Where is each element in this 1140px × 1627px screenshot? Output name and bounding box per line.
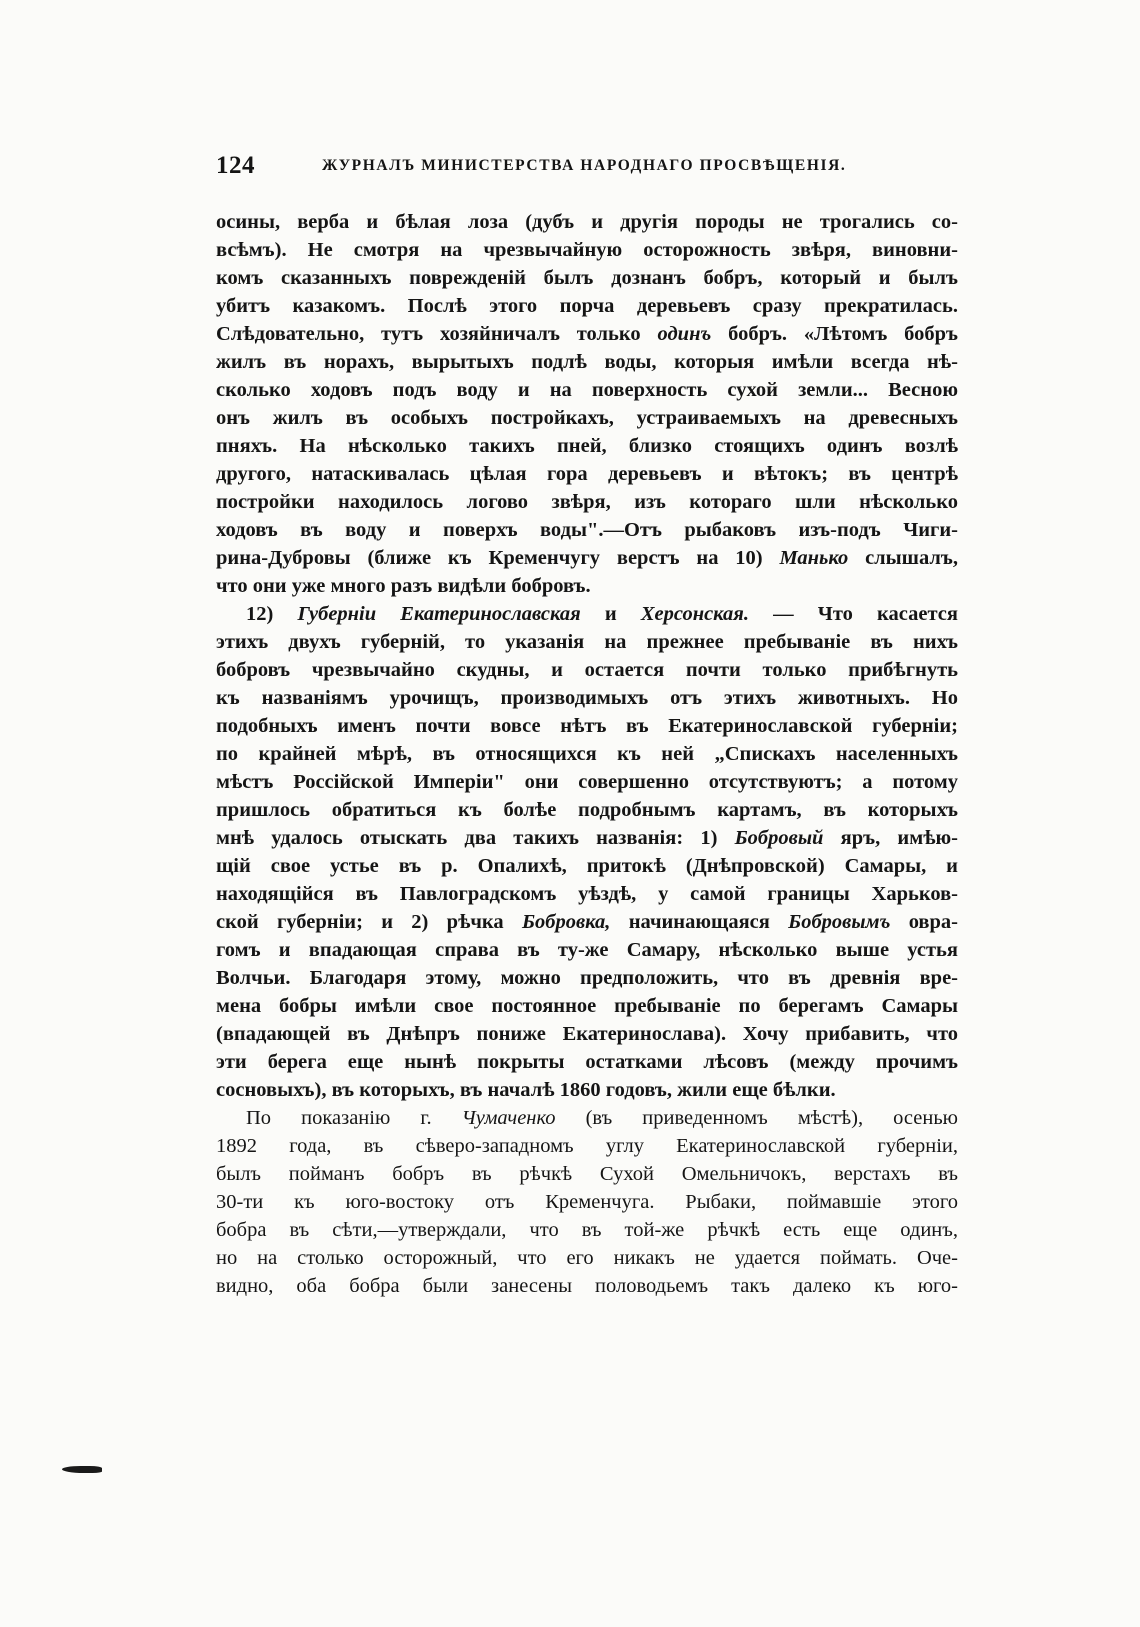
text-line: бобра въ сѣти,—утверждали, что въ той-же рѣчкѣ есть еще одинъ, <box>216 1219 958 1241</box>
text-line: по крайней мѣрѣ, въ относящихся къ ней „Спискахъ населенныхъ <box>216 743 958 765</box>
italic-run: Бобровымъ <box>788 911 891 933</box>
text-run: По показанію г. <box>246 1107 462 1129</box>
text-run: Слѣдовательно, тутъ хозяйничалъ только <box>216 323 658 345</box>
text-run: и <box>580 603 641 625</box>
text-line <box>216 824 958 852</box>
text-line: былъ пойманъ бобръ въ рѣчкѣ Сухой Омельничокъ, верстахъ въ <box>216 1163 958 1185</box>
italic-run: Губерніи Екатеринославская <box>297 603 581 625</box>
text-line: гомъ и впадающая справа въ ту-же Самару, нѣсколько выше устья <box>216 939 958 961</box>
text-line <box>216 1104 958 1132</box>
text-line: другого, натаскивалась цѣлая гора деревьевъ и вѣтокъ; въ центрѣ <box>216 463 958 485</box>
text-line: щій свое устье въ р. Опалихѣ, притокѣ (Днѣпровской) Самары, и <box>216 855 958 877</box>
text-line: 30-ти къ юго-востоку отъ Кременчуга. Рыбаки, поймавшіе этого <box>216 1191 958 1213</box>
text-line: но на столько осторожный, что его никакъ не удается поймать. Оче- <box>216 1247 958 1269</box>
text-run: начинающаяся <box>610 911 789 933</box>
text-line: комъ сказанныхъ поврежденій былъ дознанъ бобръ, который и былъ <box>216 267 958 289</box>
text-line: ходовъ въ воду и поверхъ воды".—Отъ рыбаковъ изъ-подъ Чиги- <box>216 519 958 541</box>
body-text <box>216 208 958 1300</box>
page-number: 124 <box>216 152 255 179</box>
text-run: слышалъ, <box>848 547 958 569</box>
text-run: яръ, имѣю- <box>823 827 958 849</box>
italic-run: одинъ <box>657 323 712 345</box>
margin-ink-mark <box>62 1466 102 1473</box>
italic-run: Бобровка, <box>521 911 611 933</box>
text-line: (впадающей въ Днѣпръ пониже Екатеринослава). Хочу прибавить, что <box>216 1023 958 1045</box>
text-line <box>216 544 958 572</box>
text-line: что они уже много разъ видѣли бобровъ. <box>216 575 591 597</box>
page-header <box>216 152 956 186</box>
text-line: онъ жилъ въ особыхъ постройкахъ, устраиваемыхъ на древесныхъ <box>216 407 958 429</box>
text-line: жилъ въ норахъ, вырытыхъ подлѣ воды, которыя имѣли всегда нѣ- <box>216 351 958 373</box>
text-run: — Что касается <box>748 603 958 625</box>
italic-run: Херсонская. <box>640 603 749 625</box>
text-run: рина-Дубровы (ближе къ Кременчугу верстъ на 10) <box>216 547 780 569</box>
text-line: пришлось обратиться къ болѣе подробнымъ картамъ, въ которыхъ <box>216 799 958 821</box>
text-line: пняхъ. На нѣсколько такихъ пней, близко стоящихъ одинъ возлѣ <box>216 435 958 457</box>
text-line <box>216 600 958 628</box>
italic-run: Манько <box>779 547 849 569</box>
text-line: находящійся въ Павлоградскомъ уѣздѣ, у самой границы Харьков- <box>216 883 958 905</box>
text-line <box>216 320 958 348</box>
text-line: постройки находилось логово звѣря, изъ котораго шли нѣсколько <box>216 491 958 513</box>
text-line: осины, верба и бѣлая лоза (дубъ и другія породы не трогались со- <box>216 211 958 233</box>
text-line: сколько ходовъ подъ воду и на поверхность сухой земли... Весною <box>216 379 958 401</box>
text-line: сосновыхъ), въ которыхъ, въ началѣ 1860 годовъ, жили еще бѣлки. <box>216 1079 836 1101</box>
italic-run: Бобровый <box>734 827 824 849</box>
text-line: къ названіямъ урочищъ, производимыхъ отъ этихъ животныхъ. Но <box>216 687 958 709</box>
text-run: ской губерніи; и 2) рѣчка <box>216 911 522 933</box>
text-line <box>216 908 958 936</box>
text-line: Волчьи. Благодаря этому, можно предположить, что въ древнія вре- <box>216 967 958 989</box>
text-run: 12) <box>246 603 298 625</box>
text-line: всѣмъ). Не смотря на чрезвычайную осторожность звѣря, виновни- <box>216 239 958 261</box>
text-line: подобныхъ именъ почти вовсе нѣтъ въ Екатеринославской губерніи; <box>216 715 958 737</box>
text-line: мѣстъ Россійской Имперіи" они совершенно отсутствуютъ; а потому <box>216 771 958 793</box>
text-run: мнѣ удалось отыскать два такихъ названія: 1) <box>216 827 735 849</box>
text-line: этихъ двухъ губерній, то указанія на прежнее пребываніе въ нихъ <box>216 631 958 653</box>
text-line: 1892 года, въ сѣверо-западномъ углу Екатеринославской губерніи, <box>216 1135 958 1157</box>
text-line: убитъ казакомъ. Послѣ этого порча деревьевъ сразу прекратилась. <box>216 295 958 317</box>
text-run: овра- <box>890 911 958 933</box>
italic-run: Чумаченко <box>461 1107 556 1129</box>
running-title: ЖУРНАЛЪ МИНИСТЕРСТВА НАРОДНАГО ПРОСВѢЩЕНІЯ. <box>322 157 847 174</box>
text-line: бобровъ чрезвычайно скудны, и остается почти только прибѣгнуть <box>216 659 958 681</box>
text-line: эти берега еще нынѣ покрыты остатками лѣсовъ (между прочимъ <box>216 1051 958 1073</box>
text-line: видно, оба бобра были занесены половодьемъ такъ далеко къ юго- <box>216 1275 958 1297</box>
text-run: (въ приведенномъ мѣстѣ), осенью <box>555 1107 958 1129</box>
text-line: мена бобры имѣли свое постоянное пребываніе по берегамъ Самары <box>216 995 958 1017</box>
text-run: бобръ. «Лѣтомъ бобръ <box>711 323 958 345</box>
